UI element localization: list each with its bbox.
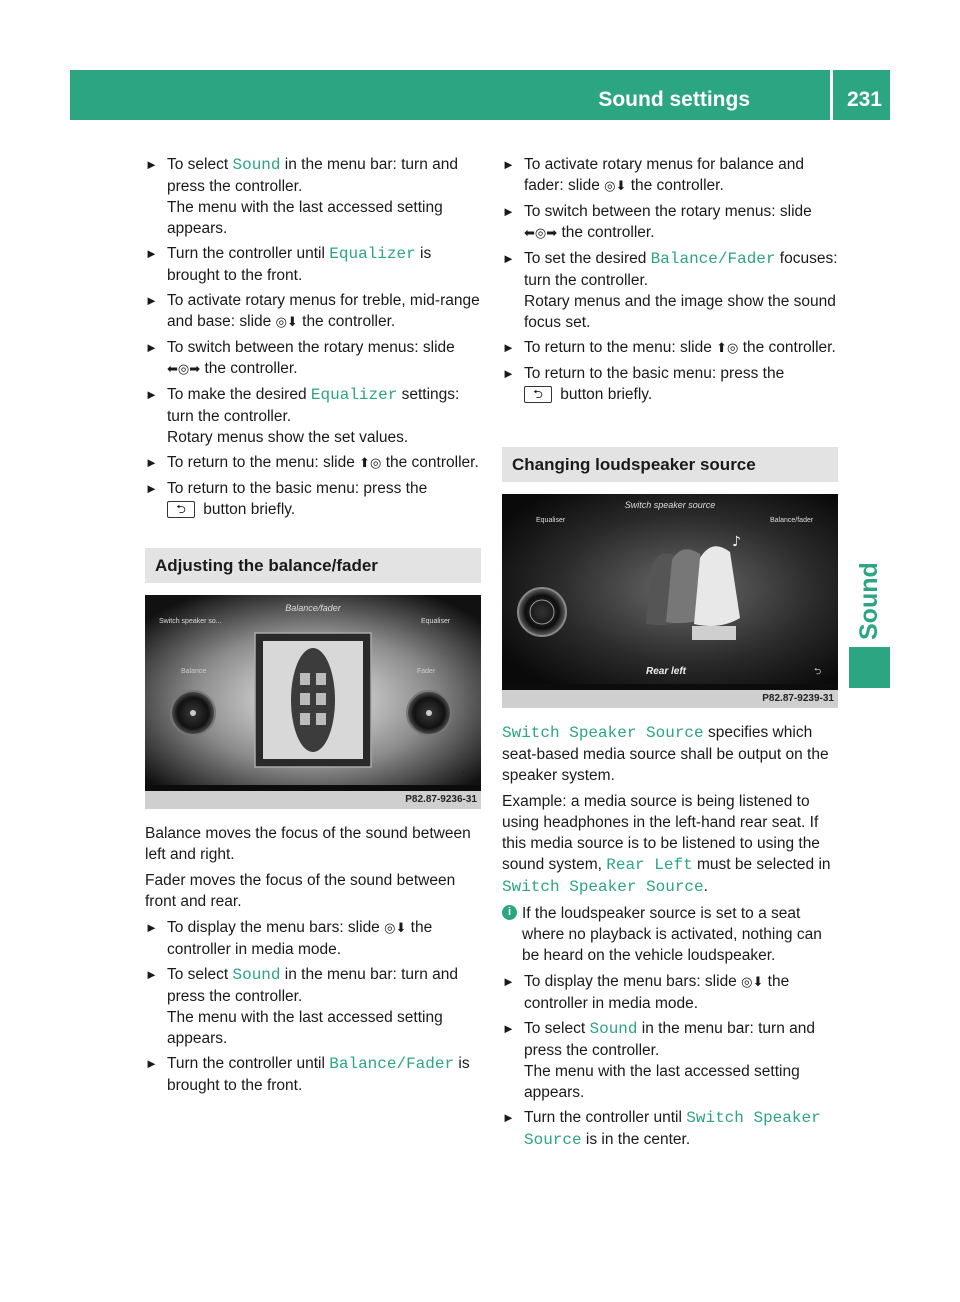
step — [502, 971, 838, 1014]
step-arrow-icon: ► — [502, 1110, 515, 1125]
side-marker — [849, 647, 890, 688]
screen-title: Balance/fader — [285, 603, 341, 613]
screen-back-icon: ⮌ — [814, 667, 822, 677]
step-result: Rotary menus and the image show the sound focus set. — [524, 293, 836, 331]
step-text: the controller. — [626, 177, 724, 194]
step-text: button briefly. — [199, 501, 296, 518]
step — [145, 243, 481, 286]
speaker-source-figure — [502, 494, 838, 708]
screen-right-label: Equaliser — [421, 618, 451, 625]
screen-right-label: Balance/fader — [770, 517, 814, 524]
step-arrow-icon: ► — [145, 340, 158, 355]
step-text: in the menu bar: turn and press the controller. — [524, 1020, 816, 1059]
menu-term: Switch Speaker Source — [502, 878, 704, 896]
step-text: To select — [167, 966, 233, 983]
screen-title: Switch speaker source — [624, 500, 716, 510]
step-text: the controller. — [297, 313, 396, 330]
step-text: To display the menu bars: slide — [167, 919, 385, 936]
figure-code: P82.87-9236-31 — [145, 791, 481, 809]
menu-term: Rear Left — [606, 856, 693, 874]
controller-slide-down-icon: ◎⬇ — [604, 179, 627, 194]
step-arrow-icon: ► — [502, 974, 515, 989]
paragraph: Balance moves the focus of the sound between left and right. — [145, 825, 471, 863]
step — [502, 337, 838, 359]
step — [145, 290, 481, 333]
paragraph-text: . — [703, 878, 708, 895]
step-arrow-icon: ► — [145, 455, 158, 470]
controller-slide-leftright-icon: ⬅◎➡ — [524, 226, 558, 241]
step-arrow-icon: ► — [145, 293, 158, 308]
step-text: button briefly. — [556, 386, 653, 403]
step-text: focuses: turn the controller. — [524, 250, 838, 289]
paragraph-text: must be selected in — [692, 856, 831, 873]
menu-term: Balance/Fader — [650, 250, 776, 268]
step-arrow-icon: ► — [145, 967, 158, 982]
step-text: is brought to the front. — [167, 245, 432, 284]
step-arrow-icon: ► — [145, 920, 158, 935]
step — [502, 1018, 838, 1103]
step-text: Turn the controller until — [167, 1055, 330, 1072]
step — [502, 363, 838, 405]
step — [145, 1053, 481, 1096]
right-column — [502, 154, 838, 1155]
step — [502, 248, 838, 333]
menu-term: Switch Speaker Source — [524, 1109, 821, 1149]
section-heading: Changing loudspeaker source — [502, 447, 838, 482]
controller-slide-down-icon: ◎⬇ — [275, 315, 298, 330]
step-text: the controller. — [381, 454, 479, 471]
step-text: To display the menu bars: slide — [524, 973, 742, 990]
selected-speaker-label: Rear left — [645, 666, 687, 677]
step-text: To activate rotary menus for treble, mid-range and base: slide — [167, 292, 480, 330]
note-text: If the loudspeaker source is set to a seat where no playback is activated, nothing can be heard on the vehicle loudspeaker. — [522, 905, 822, 964]
step-arrow-icon: ► — [145, 246, 158, 261]
step-text: To switch between the rotary menus: slide — [524, 203, 812, 220]
step-result: The menu with the last accessed setting appears. — [167, 1009, 443, 1047]
step-arrow-icon: ► — [502, 340, 515, 355]
step — [145, 154, 481, 239]
step-text: To set the desired — [524, 250, 651, 267]
menu-term: Switch Speaker Source — [502, 724, 704, 742]
step-text: To return to the basic menu: press the — [524, 365, 785, 382]
step-text: Turn the controller until — [167, 245, 330, 262]
step-text: To select — [524, 1020, 590, 1037]
step-arrow-icon: ► — [145, 157, 158, 172]
step-text: is brought to the front. — [167, 1055, 470, 1094]
screen-left-label: Equaliser — [536, 517, 566, 524]
step-arrow-icon: ► — [145, 481, 158, 496]
paragraph — [502, 722, 838, 786]
figure-code: P82.87-9239-31 — [502, 690, 838, 708]
step-text: To return to the basic menu: press the — [167, 480, 428, 497]
step-arrow-icon: ► — [502, 366, 515, 381]
step-text: To return to the menu: slide — [524, 339, 717, 356]
step — [145, 337, 481, 380]
step-text: the controller. — [200, 360, 298, 377]
paragraph-text: specifies which seat-based media source shall be output on the speaker system. — [502, 724, 829, 784]
step — [145, 384, 481, 448]
step-result: The menu with the last accessed setting appears. — [524, 1063, 800, 1101]
step-text: is in the center. — [581, 1131, 691, 1148]
side-tab — [849, 436, 890, 640]
step — [502, 154, 838, 197]
paragraph — [502, 791, 838, 898]
menu-term: Sound — [232, 966, 281, 984]
step-text: in the menu bar: turn and press the controller. — [167, 156, 459, 195]
header-title: Sound settings — [598, 88, 750, 111]
controller-slide-up-icon: ⬆◎ — [716, 341, 739, 356]
side-tab-label: Sound — [855, 562, 883, 640]
step-arrow-icon: ► — [145, 387, 158, 402]
balance-label: Balance — [181, 668, 207, 675]
page-header — [70, 70, 890, 120]
page-number: 231 — [846, 88, 882, 111]
step — [502, 201, 838, 244]
screen-left-label: Switch speaker so... — [159, 618, 222, 625]
step — [502, 1107, 838, 1151]
step-text: the controller. — [557, 224, 655, 241]
paragraph: Fader moves the focus of the sound between front and rear. — [145, 872, 456, 910]
step-result: Rotary menus show the set values. — [167, 429, 409, 446]
controller-slide-down-icon: ◎⬇ — [741, 975, 764, 990]
fader-label: Fader — [417, 668, 436, 675]
left-column — [145, 154, 481, 1100]
menu-term: Equalizer — [310, 386, 398, 404]
balance-fader-screen — [145, 595, 481, 785]
step-text: To switch between the rotary menus: slide — [167, 339, 455, 356]
step — [145, 452, 481, 474]
step-text: settings: turn the controller. — [167, 386, 460, 425]
step-text: To activate rotary menus for balance and fader: slide — [524, 156, 805, 194]
menu-term: Sound — [589, 1020, 638, 1038]
step-text: in the menu bar: turn and press the controller. — [167, 966, 459, 1005]
step-result: The menu with the last accessed setting appears. — [167, 199, 443, 237]
info-icon: i — [502, 905, 517, 920]
controller-slide-down-icon: ◎⬇ — [384, 921, 407, 936]
step-text: To select — [167, 156, 233, 173]
controller-slide-leftright-icon: ⬅◎➡ — [167, 362, 201, 377]
step-arrow-icon: ► — [502, 204, 515, 219]
step-arrow-icon: ► — [502, 251, 515, 266]
header-separator — [830, 70, 833, 120]
menu-term: Equalizer — [329, 245, 416, 263]
step-text: the controller in media mode. — [167, 919, 433, 958]
music-note-icon: ♪ — [732, 534, 741, 550]
step — [145, 478, 481, 520]
step-text: To make the desired — [167, 386, 311, 403]
step-text: the controller in media mode. — [524, 973, 790, 1012]
section-heading: Adjusting the balance/fader — [145, 548, 481, 583]
controller-slide-up-icon: ⬆◎ — [359, 456, 382, 471]
back-button-icon: ⮌ — [524, 386, 552, 403]
step — [145, 964, 481, 1049]
step-arrow-icon: ► — [145, 1056, 158, 1071]
screen-back-icon: ⮌ — [461, 770, 469, 780]
back-button-icon: ⮌ — [167, 501, 195, 518]
paragraph-text: Example: a media source is being listened to using headphones in the left-hand rear seat. If this media source is to be listened to using the sound system, — [502, 793, 820, 873]
step-text: To return to the menu: slide — [167, 454, 360, 471]
speaker-source-screen — [502, 494, 838, 684]
step-text: the controller. — [738, 339, 836, 356]
step-text: Turn the controller until — [524, 1109, 687, 1126]
info-note — [502, 903, 838, 966]
menu-term: Balance/Fader — [329, 1055, 455, 1073]
step — [145, 917, 481, 960]
step-arrow-icon: ► — [502, 1021, 515, 1036]
step-arrow-icon: ► — [502, 157, 515, 172]
menu-term: Sound — [232, 156, 281, 174]
balance-fader-figure — [145, 595, 481, 809]
